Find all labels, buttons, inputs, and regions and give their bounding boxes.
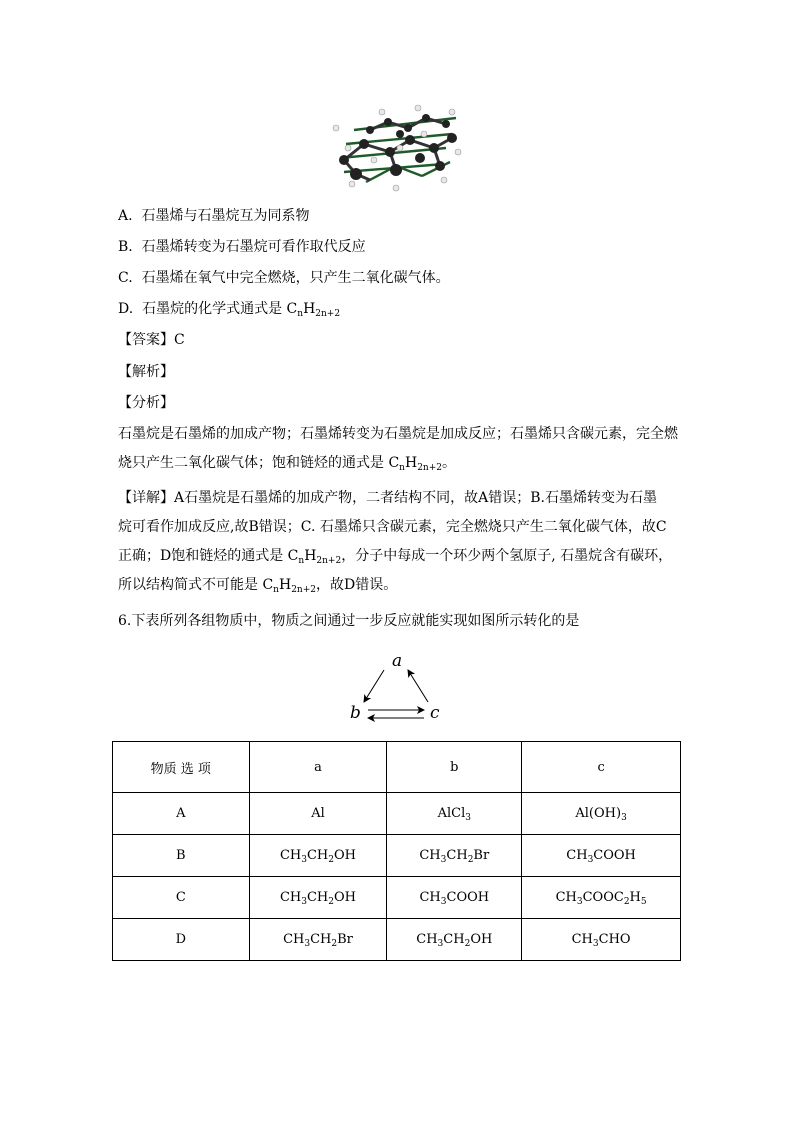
table-row [113, 793, 681, 835]
formula-cell: $CH_3COOH$ [387, 877, 522, 919]
answer-line: 【答案】C [118, 332, 185, 348]
conversion-diagram [340, 646, 450, 728]
formula-cell: $CH_3CHO$ [522, 919, 681, 961]
arrow-c-to-a [408, 670, 428, 702]
fenxi-paragraph: 石墨烷是石墨烯的加成产物；石墨烯转变为石墨烷是加成反应；石墨烯只含碳元素，完全燃 烧只产生二氧化碳气体；饱和链烃的通式是 $C_nH_{2n+2}$。 [118, 426, 678, 473]
header-cell: b [387, 742, 522, 793]
node-b: b [350, 703, 361, 723]
option-c: C. 石墨烯在氧气中完全燃烧，只产生二氧化碳气体。 [118, 270, 450, 286]
formula-cell: $CH_3CH_2OH$ [249, 877, 387, 919]
fenxi-heading: 【分析】 [118, 395, 174, 411]
table-row [113, 835, 681, 877]
table-row [113, 877, 681, 919]
option-cell: B [113, 835, 250, 877]
formula-cell: AlCl$_3$ [387, 793, 522, 835]
options-table [112, 741, 681, 961]
graphane-molecule-image [326, 100, 466, 196]
formula-cell: Al [249, 793, 387, 835]
formula-cell: $Al(OH)_3$ [522, 793, 681, 835]
formula-cell: $CH_3COOC_2H_5$ [522, 877, 681, 919]
option-cell: D [113, 919, 250, 961]
formula-cell: $CH_3CH_2Br$ [249, 919, 387, 961]
header-cell: c [522, 742, 681, 793]
formula-cell: $CH_3CH_2OH$ [387, 919, 522, 961]
option-a: A. 石墨烯与石墨烷互为同系物 [118, 208, 310, 224]
header-cell: 物质 选 项 [113, 742, 250, 793]
analysis-heading: 【解析】 [118, 364, 174, 380]
arrow-a-to-b [364, 670, 384, 702]
node-c: c [430, 703, 440, 723]
option-d: D. 石墨烷的化学式通式是 $C_nH_{2n+2}$ [118, 301, 341, 319]
option-cell: A [113, 793, 250, 835]
option-cell: C [113, 877, 250, 919]
header-cell: a [249, 742, 387, 793]
formula-cell: $CH_3CH_2Br$ [387, 835, 522, 877]
table-row [113, 919, 681, 961]
node-a: a [392, 651, 403, 671]
table-header-row [113, 742, 681, 793]
formula-cell: $CH_3CH_2OH$ [249, 835, 387, 877]
question-6: 6.下表所列各组物质中，物质之间通过一步反应就能实现如图所示转化的是 [118, 613, 580, 629]
formula-cell: $CH_3COOH$ [522, 835, 681, 877]
option-b: B. 石墨烯转变为石墨烷可看作取代反应 [118, 239, 366, 255]
detail-paragraph: 【详解】A石墨烷是石墨烯的加成产物，二者结构不同，故A错误；B.石墨烯转变为石墨 烷可看作加成反应,故B错误；C. 石墨烯只含碳元素，完全燃烧只产生二氧化碳气体，故C 正确；D饱和链烃的通式是 $C_nH_{2n+2}$，分子中每成一个环少两个氢原子, 石墨烷含有碳环， 所以结构简式不可能是 $C_nH_{2n+2}$，故D错误。 [118, 490, 673, 595]
